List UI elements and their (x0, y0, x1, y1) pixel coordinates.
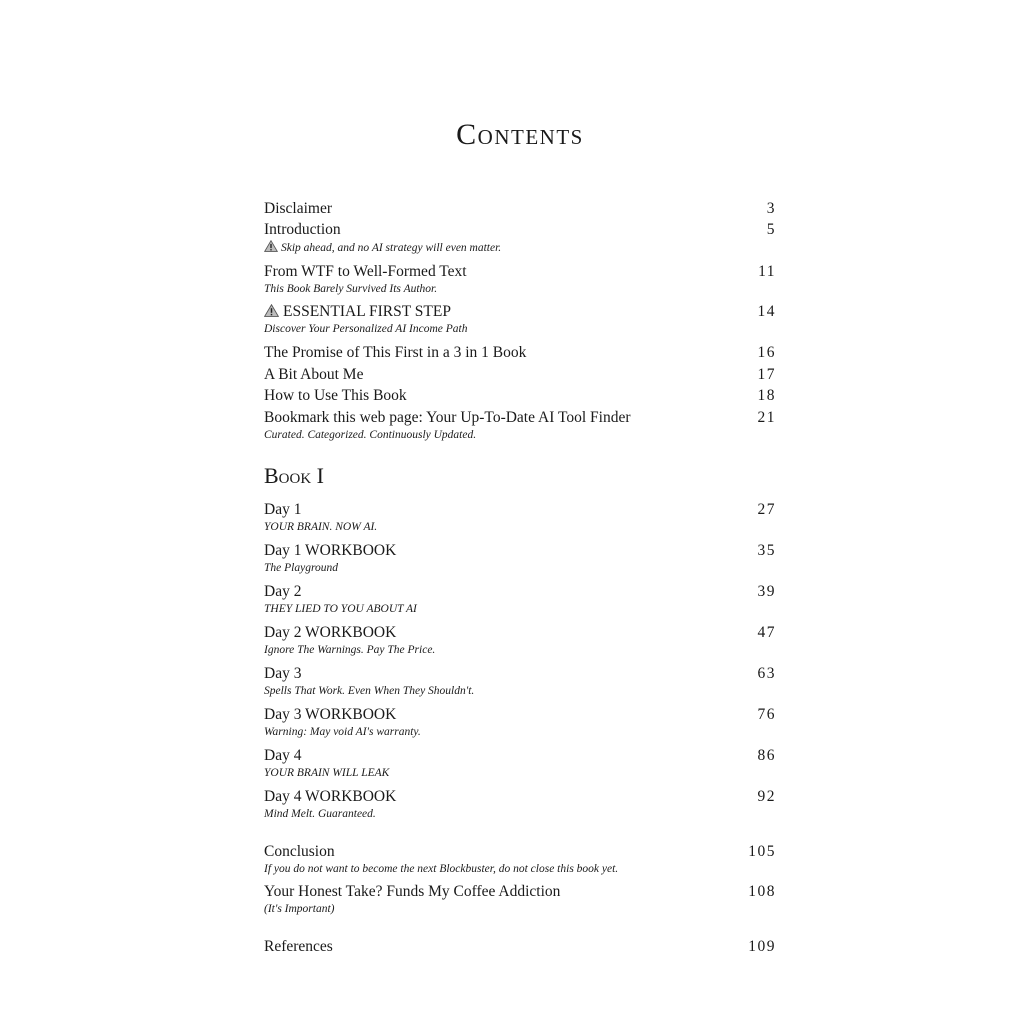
entry-title: Day 2 (264, 583, 302, 600)
toc-entry-disclaimer (264, 199, 776, 219)
entry-title: Day 4 WORKBOOK (264, 788, 397, 805)
entry-page-number: 18 (757, 387, 776, 404)
entry-page-number: 3 (766, 200, 776, 217)
entry-page-number: 16 (757, 344, 776, 361)
toc-entry-wtf (264, 262, 776, 297)
entry-subtitle: Mind Melt. Guaranteed. (264, 808, 376, 820)
entry-subtitle: Curated. Categorized. Continuously Updated. (264, 429, 477, 441)
entry-title: Day 1 WORKBOOK (264, 542, 397, 559)
page-title: Contents (456, 118, 584, 151)
toc-entry-day-3-workbook (264, 705, 776, 740)
entry-title: Day 1 (264, 501, 302, 518)
toc-entry-day-3 (264, 664, 776, 699)
entry-page-number: 47 (757, 624, 776, 641)
entry-page-number: 27 (757, 501, 776, 518)
entry-page-number: 17 (757, 366, 776, 383)
entry-page-number: 5 (766, 221, 776, 238)
warning-icon (264, 304, 279, 317)
entry-title: From WTF to Well-Formed Text (264, 263, 467, 280)
entry-subtitle: Ignore The Warnings. Pay The Price. (264, 644, 436, 656)
entry-page-number: 108 (748, 883, 776, 900)
entry-page-number: 11 (758, 263, 776, 280)
toc-entry-references (264, 937, 776, 957)
warning-icon (264, 240, 278, 252)
entry-title (264, 302, 451, 322)
toc-entry-day-4-workbook (264, 787, 776, 822)
entry-title-text: ESSENTIAL FIRST STEP (283, 303, 451, 320)
toc-entry-honest-take (264, 882, 776, 917)
entry-page-number: 92 (757, 788, 776, 805)
entry-title: Day 4 (264, 747, 302, 764)
entry-subtitle: Warning: May void AI's warranty. (264, 726, 421, 738)
entry-title: Day 3 (264, 665, 302, 682)
entry-title: Day 3 WORKBOOK (264, 706, 397, 723)
entry-page-number: 14 (757, 303, 776, 320)
section-heading: Book I (264, 463, 324, 488)
toc-entry-day-4 (264, 746, 776, 781)
toc-entry-day-2-workbook (264, 623, 776, 658)
entry-title: Day 2 WORKBOOK (264, 624, 397, 641)
entry-subtitle: (It's Important) (264, 903, 335, 915)
entry-title: A Bit About Me (264, 366, 364, 383)
entry-title: References (264, 938, 333, 955)
toc-entry-introduction (264, 220, 776, 256)
entry-title: Bookmark this web page: Your Up-To-Date AI Tool Finder (264, 409, 631, 426)
toc-entry-promise (264, 343, 776, 363)
entry-title: Your Honest Take? Funds My Coffee Addiction (264, 883, 561, 900)
toc-entry-day-2 (264, 582, 776, 617)
entry-subtitle: YOUR BRAIN WILL LEAK (264, 767, 390, 779)
toc-entry-day-1 (264, 500, 776, 535)
entry-title: Disclaimer (264, 200, 333, 217)
entry-title: The Promise of This First in a 3 in 1 Book (264, 344, 527, 361)
entry-subtitle: Spells That Work. Even When They Shouldn't. (264, 685, 475, 697)
entry-page-number: 39 (757, 583, 776, 600)
entry-subtitle: Discover Your Personalized AI Income Path (264, 323, 468, 335)
entry-page-number: 76 (757, 706, 776, 723)
toc-entry-about-me (264, 365, 776, 385)
entry-title: How to Use This Book (264, 387, 407, 404)
toc-entry-bookmark (264, 408, 776, 443)
entry-subtitle: The Playground (264, 562, 338, 574)
entry-subtitle: YOUR BRAIN. NOW AI. (264, 521, 378, 533)
toc-entry-essential-first-step (264, 302, 776, 337)
entry-subtitle-text: Skip ahead, and no AI strategy will even matter. (281, 242, 502, 254)
entry-subtitle: If you do not want to become the next Blockbuster, do not close this book yet. (264, 863, 619, 875)
toc-entry-how-to-use (264, 386, 776, 406)
entry-title: Introduction (264, 221, 341, 238)
entry-page-number: 105 (748, 843, 776, 860)
entry-page-number: 35 (757, 542, 776, 559)
entry-page-number: 21 (757, 409, 776, 426)
entry-title: Conclusion (264, 843, 335, 860)
entry-subtitle: THEY LIED TO YOU ABOUT AI (264, 603, 417, 615)
entry-page-number: 63 (757, 665, 776, 682)
entry-subtitle (264, 240, 776, 256)
toc-entry-day-1-workbook (264, 541, 776, 576)
toc-entry-conclusion (264, 842, 776, 877)
entry-page-number: 86 (757, 747, 776, 764)
entry-subtitle: This Book Barely Survived Its Author. (264, 283, 438, 295)
entry-page-number: 109 (748, 938, 776, 955)
